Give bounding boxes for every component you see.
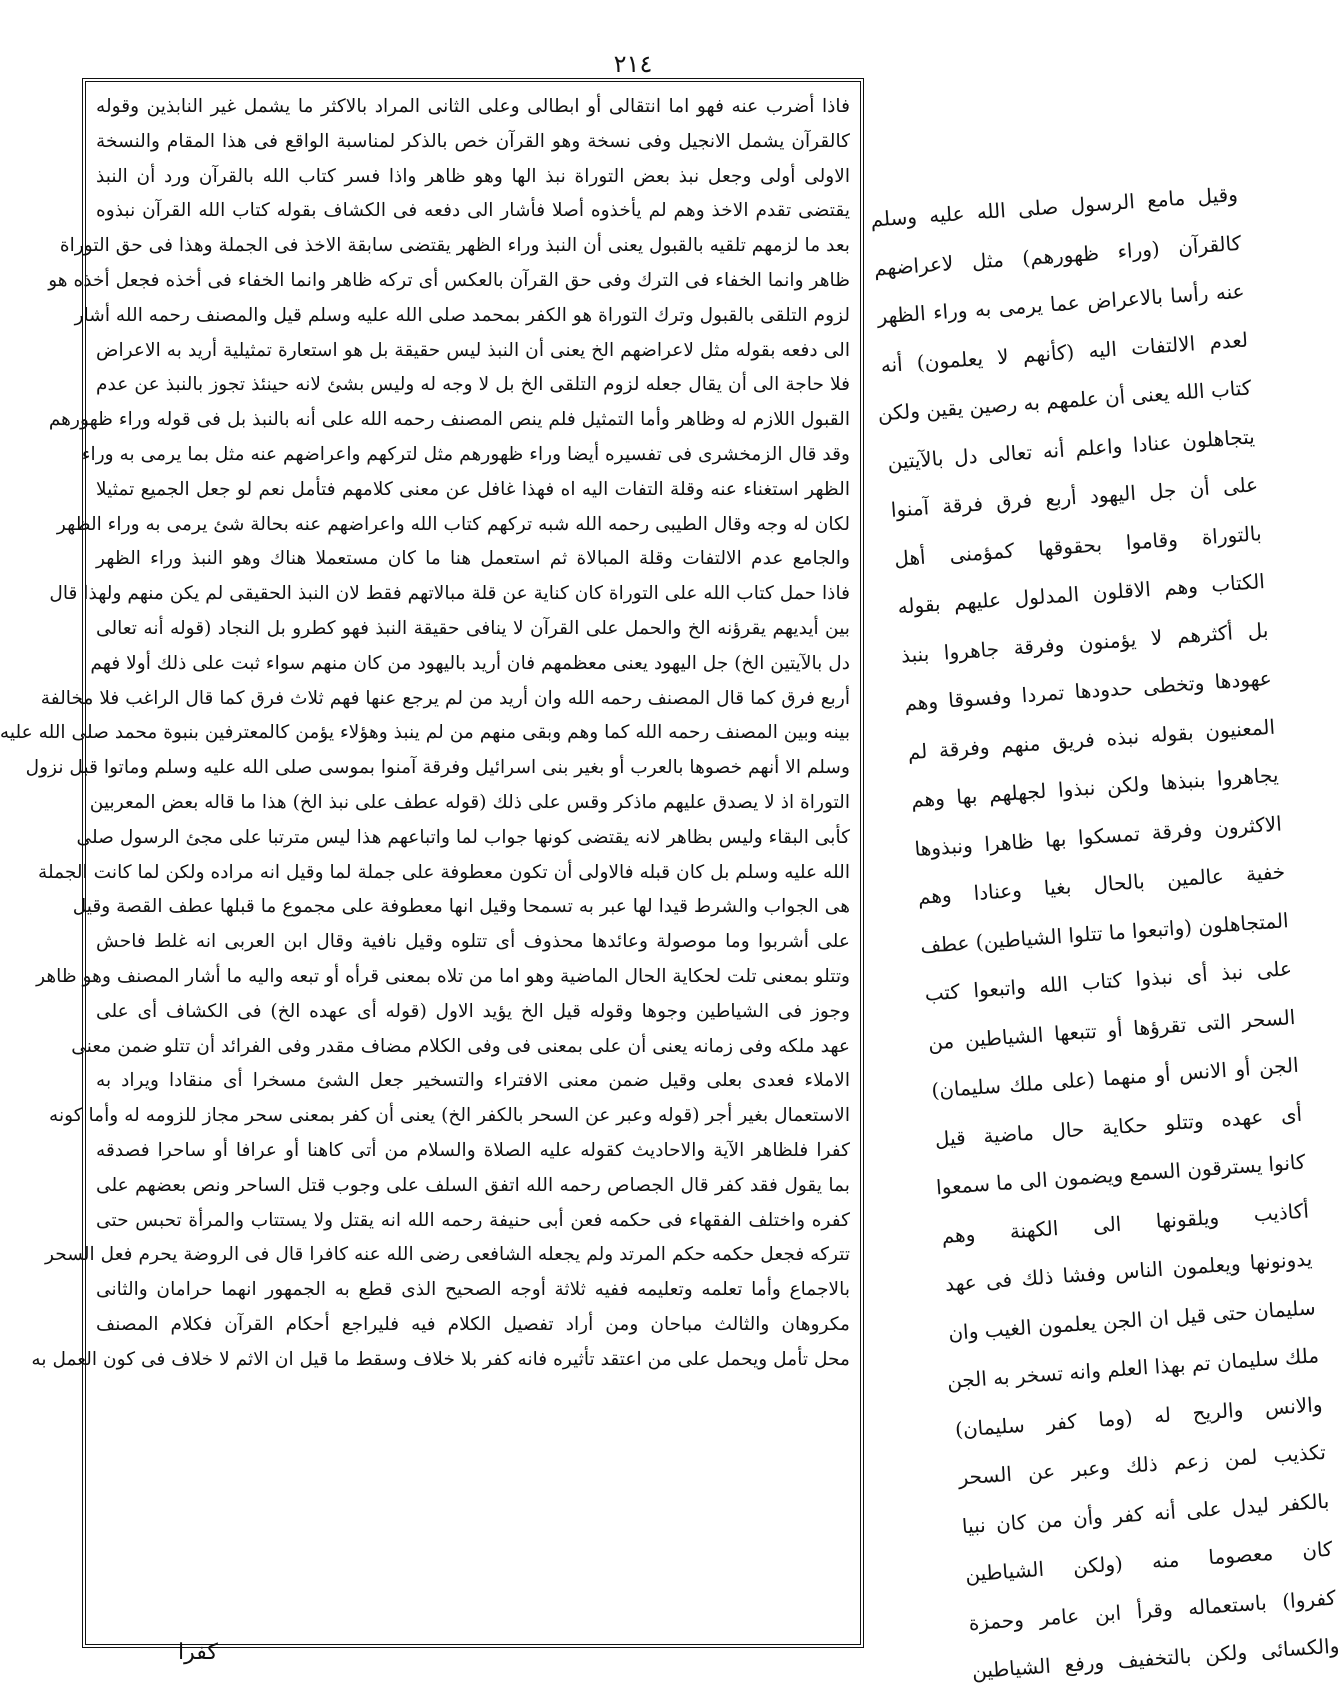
main-text-line: والجامع عدم الالتفات وقلة المبالاة ثم استعمل هنا ما كان مستعملا هناك وهو النبذ وراء الظهر [96,548,850,570]
margin-gloss [869,170,1341,1684]
margin-text-line: والكسائى ولكن بالتخفيف ورفع الشياطين [971,1633,1341,1684]
main-text-line: على أشربوا وما موصولة وعائدها محذوف أى تتلوه وقيل نافية وقال ابن العربى انه غلط فاحش [96,931,850,953]
margin-text-line: بالتوراة وقاموا بحقوقها كمؤمنى أهل [893,520,1263,571]
margin-text-line: يجاهروا بنبذها ولكن نبذوا لجهلهم بها وهم [910,762,1280,813]
margin-text-line: خفية عالمين بالحال بغيا وعنادا وهم [917,859,1286,909]
main-text-line: الاملاء فعدى بعلى وقيل ضمن معنى الافتراء والتسخير جعل الشئ مسخرا أى منقادا ويراد به [96,1070,850,1092]
main-text-body [0,90,850,1377]
main-text-line: بعد ما لزمهم تلقيه بالقبول يعنى أن النبذ وراء الظهر يقتضى سابقة الاخذ فى الجملة وهذا فى حق التوراة [59,235,850,257]
margin-text-line: كان معصوما منه (ولكن الشياطين [964,1536,1334,1587]
margin-text-line: والانس والريح له (وما كفر سليمان) [954,1391,1324,1442]
margin-text-line: السحر التى تقرؤها أو تتبعها الشياطين من [927,1004,1297,1055]
margin-text-line: أى عهده وتتلو حكاية حال ماضية قيل [934,1101,1303,1151]
main-text-line: لزوم التلقى بالقبول وترك التوراة هو الكفر بمحمد صلى الله عليه وسلم قيل والمصنف رحمه الله أشار [74,304,850,326]
main-text-line: عهد ملكه وفى زمانه يعنى أن على بمعنى فى وفى الكلام مضاف مقدر وفى الفرائد أن تتلو ضمن معنى [71,1035,850,1057]
main-text-line: مكروهان والثالث مباحان ومن أراد تفصيل الكلام فيه فليراجع أحكام القرآن فكلام المصنف [96,1313,850,1335]
margin-text-line: عهودها وتخطى حدودها تمردا وفسوقا وهم [903,665,1273,716]
catchword: كفرا [178,1640,218,1665]
main-text-line: القبول اللازم له وظاهر وأما التمثيل فلم ينص المصنف رحمه الله على أنه بالنبذ بل فى قوله وراء ظهورهم [48,409,850,431]
main-text-line: بالاجماع وأما تعلمه وتعليمه ففيه ثلاثة أوجه الصحيح الذى قطع به الجمهور انهما حرامان والثانى [96,1279,850,1301]
margin-text-line: كانوا يسترقون السمع ويضمون الى ما سمعوا [935,1149,1307,1200]
margin-text-line: المعنيون بقوله نبذه فريق منهم وفرقة لم [906,714,1276,764]
main-text-line: تتركه فجعل حكمه حكم المرتد ولم يجعله الشافعى رضى الله عنه كافرا قال فى الروضة يحرم فعل السحر [45,1244,850,1266]
main-text-line: لكان له وجه وقال الطيبى رحمه الله شبه تركهم كتاب الله واعراضهم عنه بحالة شئ يرمى به وراء الظهر [56,513,850,535]
margin-text-line: بالكفر ليدل على أنه كفر وأن من كان نبيا [961,1488,1330,1538]
margin-text-line: سليمان حتى قيل ان الجن يعلمون الغيب وان [947,1294,1317,1345]
main-text-line: فاذا أضرب عنه فهو اما انتقالى أو ابطالى وعلى الثانى المراد بالاكثر ما يشمل غير النابذين وقوله [96,96,850,117]
margin-text-line: ملك سليمان تم بهذا العلم وانه تسخر به الجن [946,1343,1320,1394]
margin-text-line: على أن جل اليهود أربع فرق فرقة آمنوا [890,472,1259,522]
main-text-line: وجوز فى الشياطين وجوها وقوله قيل الخ يؤيد الاول (قوله أى عهده الخ) فى الكشاف أى على [96,1000,850,1022]
page-number: ٢١٤ [613,50,653,78]
margin-text-line: كفروا) باستعماله وقرأ ابن عامر وحمزة [967,1585,1337,1635]
margin-text-line: يدونونها ويعلمون الناس وفشا ذلك فى عهد [944,1246,1313,1296]
margin-text-line: لعدم الالتفات اليه (كأنهم لا يعلمون) أنه [879,327,1249,377]
main-text-line: ظاهر وانما الخفاء فى الترك وفى حق القرآن بالعكس أى تركه ظاهر وانما الخفاء فى أخذه فجعل أخذه هو [48,269,850,291]
margin-text-line: الجن أو الانس أو منهما (على ملك سليمان) [930,1052,1300,1103]
main-text-line: كأبى البقاء وليس بظاهر لانه يقتضى كونها جواب لما واتباعهم هذا ليس مترتبا على مجئ الرسول صلى [76,826,850,848]
main-text-line: بين أيديهم يقرؤنه الخ والحمل على القرآن لا ينافى حقيقة النبذ فهو كطرو بل النجاد (قوله أنه تعالى [96,617,850,639]
main-text-frame [0,78,864,1648]
margin-text-line: وقيل مامع الرسول صلى الله عليه وسلم [869,181,1239,232]
main-text-line: كالقرآن يشمل الانجيل وفى نسخة وهو القرآن خص بالذكر لمناسبة الواقع فى هذا المقام والنسخة [96,130,850,152]
main-text-line: محل تأمل ويحمل على من اعتقد تأثيره فانه كفر بلا خلاف وسقط ما قيل ان الاثم لا خلاف فى كون العمل به [31,1348,850,1370]
main-text-line: وقد قال الزمخشرى فى تفسيره أيضا وراء ظهورهم مثل لتركهم واعراضهم عنه مثل بما يرمى به وراء [81,443,850,465]
margin-text-line: كالقرآن (وراء ظهورهم) مثل لاعراضهم [873,230,1242,280]
main-text-line: الله عليه وسلم بل كان قبله فالاولى أن تكون معطوفة على جملة لما وقيل انه مراده ولكن لما كانت الجملة [38,861,850,883]
main-text-line: أربع فرق كما قال المصنف رحمه الله وان أريد من لم يرجع عنها فهم ثلاث فرق كما قال الراغب فلا مخالفة [40,687,850,709]
main-text-line: فاذا حمل كتاب الله على التوراة كان كناية عن قلة مبالاتهم فقط لان النبذ الحقيقى لم يكن منهم ولهذا قال [49,583,850,605]
main-text-line: بما يقول فقد كفر قال الجصاص رحمه الله اتفق السلف على وجوب قتل الساحر ونص بعضهم على [96,1174,850,1196]
margin-text-line: على نبذ أى نبذوا كتاب الله واتبعوا كتب [923,956,1293,1006]
main-text-line: التوراة اذ لا يصدق عليهم ماذكر وقس على ذلك (قوله عطف على نبذ الخ) هذا ما قاله بعض المعربين [89,791,850,813]
margin-text-line: كتاب الله يعنى أن علمهم به رصين يقين ولكن [876,375,1253,426]
main-text-line: الظهر استغناء عنه وقلة التفات اليه اه فهذا غافل عن معنى كلامهم فتأمل نعم لو جعل الجميع تمثيلا [96,478,850,500]
margin-text-line: الاكثرون وفرقة تمسكوا بها ظاهرا ونبذوها [913,810,1283,861]
main-text-line: يقتضى تقدم الاخذ وهم لم يأخذوه أصلا فأشار الى دفعه فى الكشاف بقوله كتاب الله القرآن نبذوه [96,200,850,222]
main-text-line: فلا حاجة الى أن يقال جعله لزوم التلقى الخ بل لا وجه له وليس بشئ لانه حينئذ تجوز بالنبذ عن عدم [96,374,850,396]
margin-text-line: أكاذيب ويلقونها الى الكهنة وهم [940,1197,1310,1248]
main-text-line: وتتلو بمعنى تلت لحكاية الحال الماضية وهو اما من تلاه بمعنى قرأه أو تبعه واليه ما أشار المصنف وهو ظاهر [36,965,850,987]
margin-text-line: الكتاب وهم الاقلون المدلول عليهم بقوله [896,569,1266,619]
margin-text-line: عنه رأسا بالاعراض عما يرمى به وراء الظهر [876,278,1246,329]
main-text-line: وسلم الا أنهم خصوها بالعرب أو بغير بنى اسرائيل وفرقة آمنوا بموسى صلى الله عليه وسلم وماتوا قبل نزول [25,757,850,779]
margin-text-line: المتجاهلون (واتبعوا ما تتلوا الشياطين) عطف [919,907,1290,958]
margin-text-line: تكذيب لمن زعم ذلك وعبر عن السحر [957,1439,1327,1490]
main-text-line: الاستعمال بغير أجر (قوله وعبر عن السحر بالكفر الخ) يعنى أن كفر بمعنى سحر مجاز للزومه له وأما كونه [49,1105,850,1127]
margin-text-line: بل أكثرهم لا يؤمنون وفرقة جاهروا بنبذ [900,617,1269,668]
main-text-line: كفرا فلظاهر الآية والاحاديث كقوله عليه الصلاة والسلام من أتى كاهنا أو عرافا أو ساحرا فصدقه [96,1139,850,1161]
main-text-line: الى دفعه بقوله مثل لاعراضهم الخ يعنى أن النبذ ليس حقيقة بل هو استعارة تمثيلية أريد به الاعراض [96,339,850,361]
margin-text-line: يتجاهلون عنادا واعلم أنه تعالى دل بالآيتين [886,423,1256,474]
main-text-line: دل بالآيتين الخ) جل اليهود يعنى معظمهم فان أريد باليهود من كان منهم سواء ثبت على ذلك أولا فهم [90,652,850,674]
main-text-line: هى الجواب والشرط قيدا لها عبر به تسمحا وقيل انها معطوفة على مجموع ما قبلها عطف القصة وقيل [72,896,850,918]
main-text-line: بينه وبين المصنف رحمه الله كما وهم وبقى منهم من لم ينبذ وهؤلاء يؤمن كالمعترفين بنبوة محمد صلى الله عليه [0,722,850,744]
main-text-line: الاولى أولى وجعل نبذ بعض التوراة نبذ الها وهو ظاهر واذا فسر كتاب الله بالقرآن ورد أن النبذ [96,165,850,187]
margin-gloss-body [869,170,1341,1696]
main-text-line: كفره واختلف الفقهاء فى حكمه فعن أبى حنيفة رحمه الله انه يقتل ولا يستتاب والمرأة تحبس حتى [96,1209,850,1231]
